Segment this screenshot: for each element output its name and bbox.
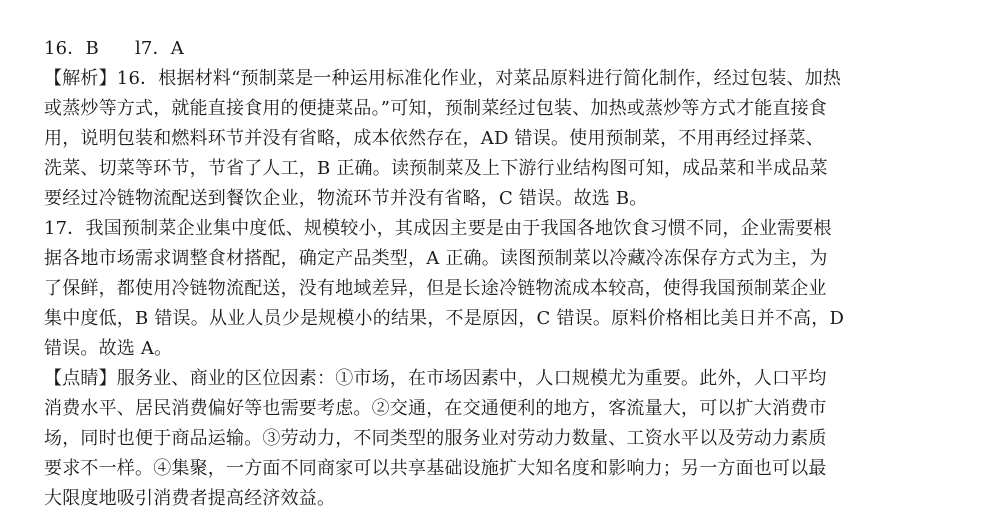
tip-line-5: 大限度地吸引消费者提高经济效益。 [44, 488, 336, 509]
document-page [44, 34, 944, 514]
analysis-line-3: 用，说明包装和燃料环节并没有省略，成本依然存在，AD 错误。使用预制菜，不用再经过择菜、 [44, 128, 824, 149]
analysis-line-4: 洗菜、切菜等环节，节省了人工，B 正确。读预制菜及上下游行业结构图可知，成品菜和半成品菜 [44, 158, 828, 179]
answer-line [44, 34, 944, 64]
analysis-line-5: 要经过冷链物流配送到餐饮企业，物流环节并没有省略，C 错误。故选 B。 [44, 188, 648, 209]
tip-line-1: 【点睛】服务业、商业的区位因素：①市场，在市场因素中，人口规模尤为重要。此外，人口平均 [44, 368, 827, 389]
analysis-17-line-2: 据各地市场需求调整食材搭配，确定产品类型，A 正确。读图预制菜以冷藏冷冻保存方式为主，为 [44, 248, 828, 269]
analysis-line-2: 或蒸炒等方式，就能直接食用的便捷菜品。”可知，预制菜经过包装、加热或蒸炒等方式才能直接食 [44, 98, 827, 119]
analysis-17-line-1: 17．我国预制菜企业集中度低、规模较小，其成因主要是由于我国各地饮食习惯不同，企业需要根 [44, 218, 832, 239]
analysis-17-line-4: 集中度低，B 错误。从业人员少是规模小的结果，不是原因，C 错误。原料价格相比美日并不高，D [44, 308, 845, 329]
analysis-17-line-3: 了保鲜，都使用冷链物流配送，没有地域差异，但是长途冷链物流成本较高，使得我国预制菜企业 [44, 278, 827, 299]
tip-line-2: 消费水平、居民消费偏好等也需要考虑。②交通，在交通便利的地方，客流量大，可以扩大消费市 [44, 398, 827, 419]
analysis-line-1: 【解析】16．根据材料“预制菜是一种运用标准化作业，对菜品原料进行简化制作，经过包装、加热 [44, 68, 842, 89]
tip-line-3: 场，同时也便于商品运输。③劳动力，不同类型的服务业对劳动力数量、工资水平以及劳动力素质 [44, 428, 827, 449]
answer-16: 16．B [44, 38, 99, 59]
answer-17: l7．A [134, 38, 184, 59]
analysis-17-line-5: 错误。故选 A。 [44, 338, 173, 359]
tip-line-4: 要求不一样。④集聚，一方面不同商家可以共享基础设施扩大知名度和影响力；另一方面也可以最 [44, 458, 827, 479]
